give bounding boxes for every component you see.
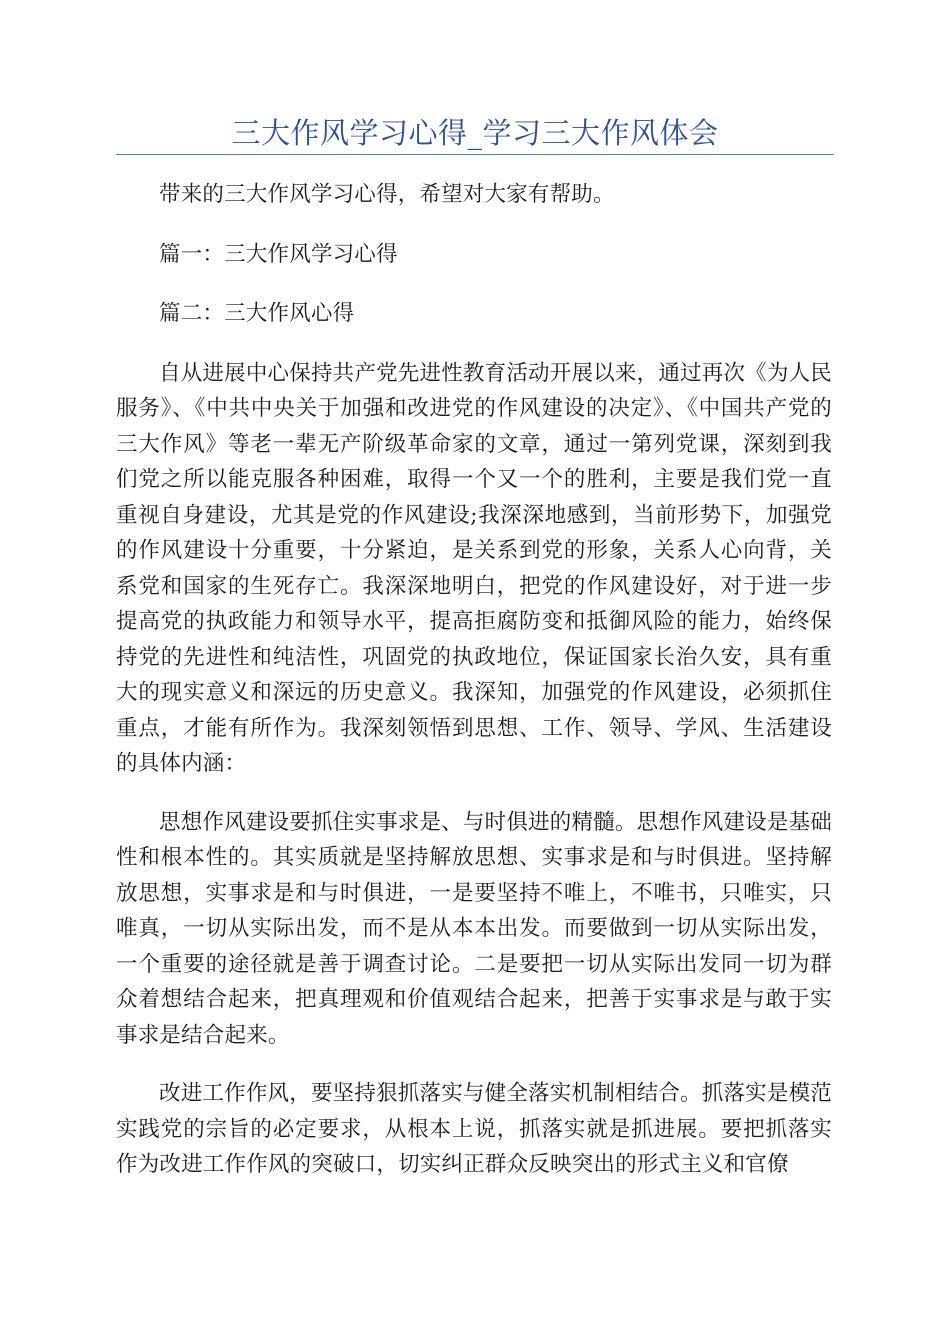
document-body bbox=[116, 177, 832, 1206]
body-paragraph: 改进工作作风，要坚持狠抓落实与健全落实机制相结合。抓落实是模范实践党的宗旨的必定要求，从根本上说，抓落实就是抓进展。要把抓落实作为改进工作作风的突破口，切实纠正群众反映突出的形式主义和官僚 bbox=[116, 1081, 832, 1177]
body-paragraph: 自从进展中心保持共产党先进性教育活动开展以来，通过再次《为人民服务》、《中共中央关于加强和改进党的作风建设的决定》、《中国共产党的三大作风》等老一辈无产阶级革命家的文章，通过一第列党课，深刻到我们党之所以能克服各种困难，取得一个又一个的胜利，主要是我们党一直重视自身建设，尤其是党的作风建设;我深深地感到，当前形势下，加强党的作风建设十分重要，十分紧迫，是关系到党的形象，关系人心向背，关系党和国家的生死存亡。我深深地明白，把党的作风建设好，对于进一步提高党的执政能力和领导水平，提高拒腐防变和抵御风险的能力，始终保持党的先进性和纯洁性，巩固党的执政地位，保证国家长治久安，具有重大的现实意义和深远的历史意义。我深知，加强党的作风建设，必须抓住重点，才能有所作为。我深刻领悟到思想、工作、领导、学风、生活建设的具体内涵： bbox=[116, 360, 832, 776]
body-paragraph: 思想作风建设要抓住实事求是、与时俱进的精髓。思想作风建设是基础性和根本性的。其实质就是坚持解放思想、实事求是和与时俱进。坚持解放思想，实事求是和与时俱进，一是要坚持不唯上，不唯书，只唯实，只唯真，一切从实际出发，而不是从本本出发。而要做到一切从实际出发，一个重要的途径就是善于调查讨论。二是要把一切从实际出发同一切为群众着想结合起来，把真理观和价值观结合起来，把善于实事求是与敢于实事求是结合起来。 bbox=[116, 809, 832, 1048]
intro-paragraph: 带来的三大作风学习心得，希望对大家有帮助。 bbox=[159, 182, 615, 207]
document-title: 三大作风学习心得_学习三大作风体会 bbox=[231, 116, 719, 150]
section-heading-2: 篇二：三大作风心得 bbox=[159, 301, 355, 326]
title-underline bbox=[116, 154, 834, 155]
section-heading-1: 篇一：三大作风学习心得 bbox=[159, 241, 398, 267]
